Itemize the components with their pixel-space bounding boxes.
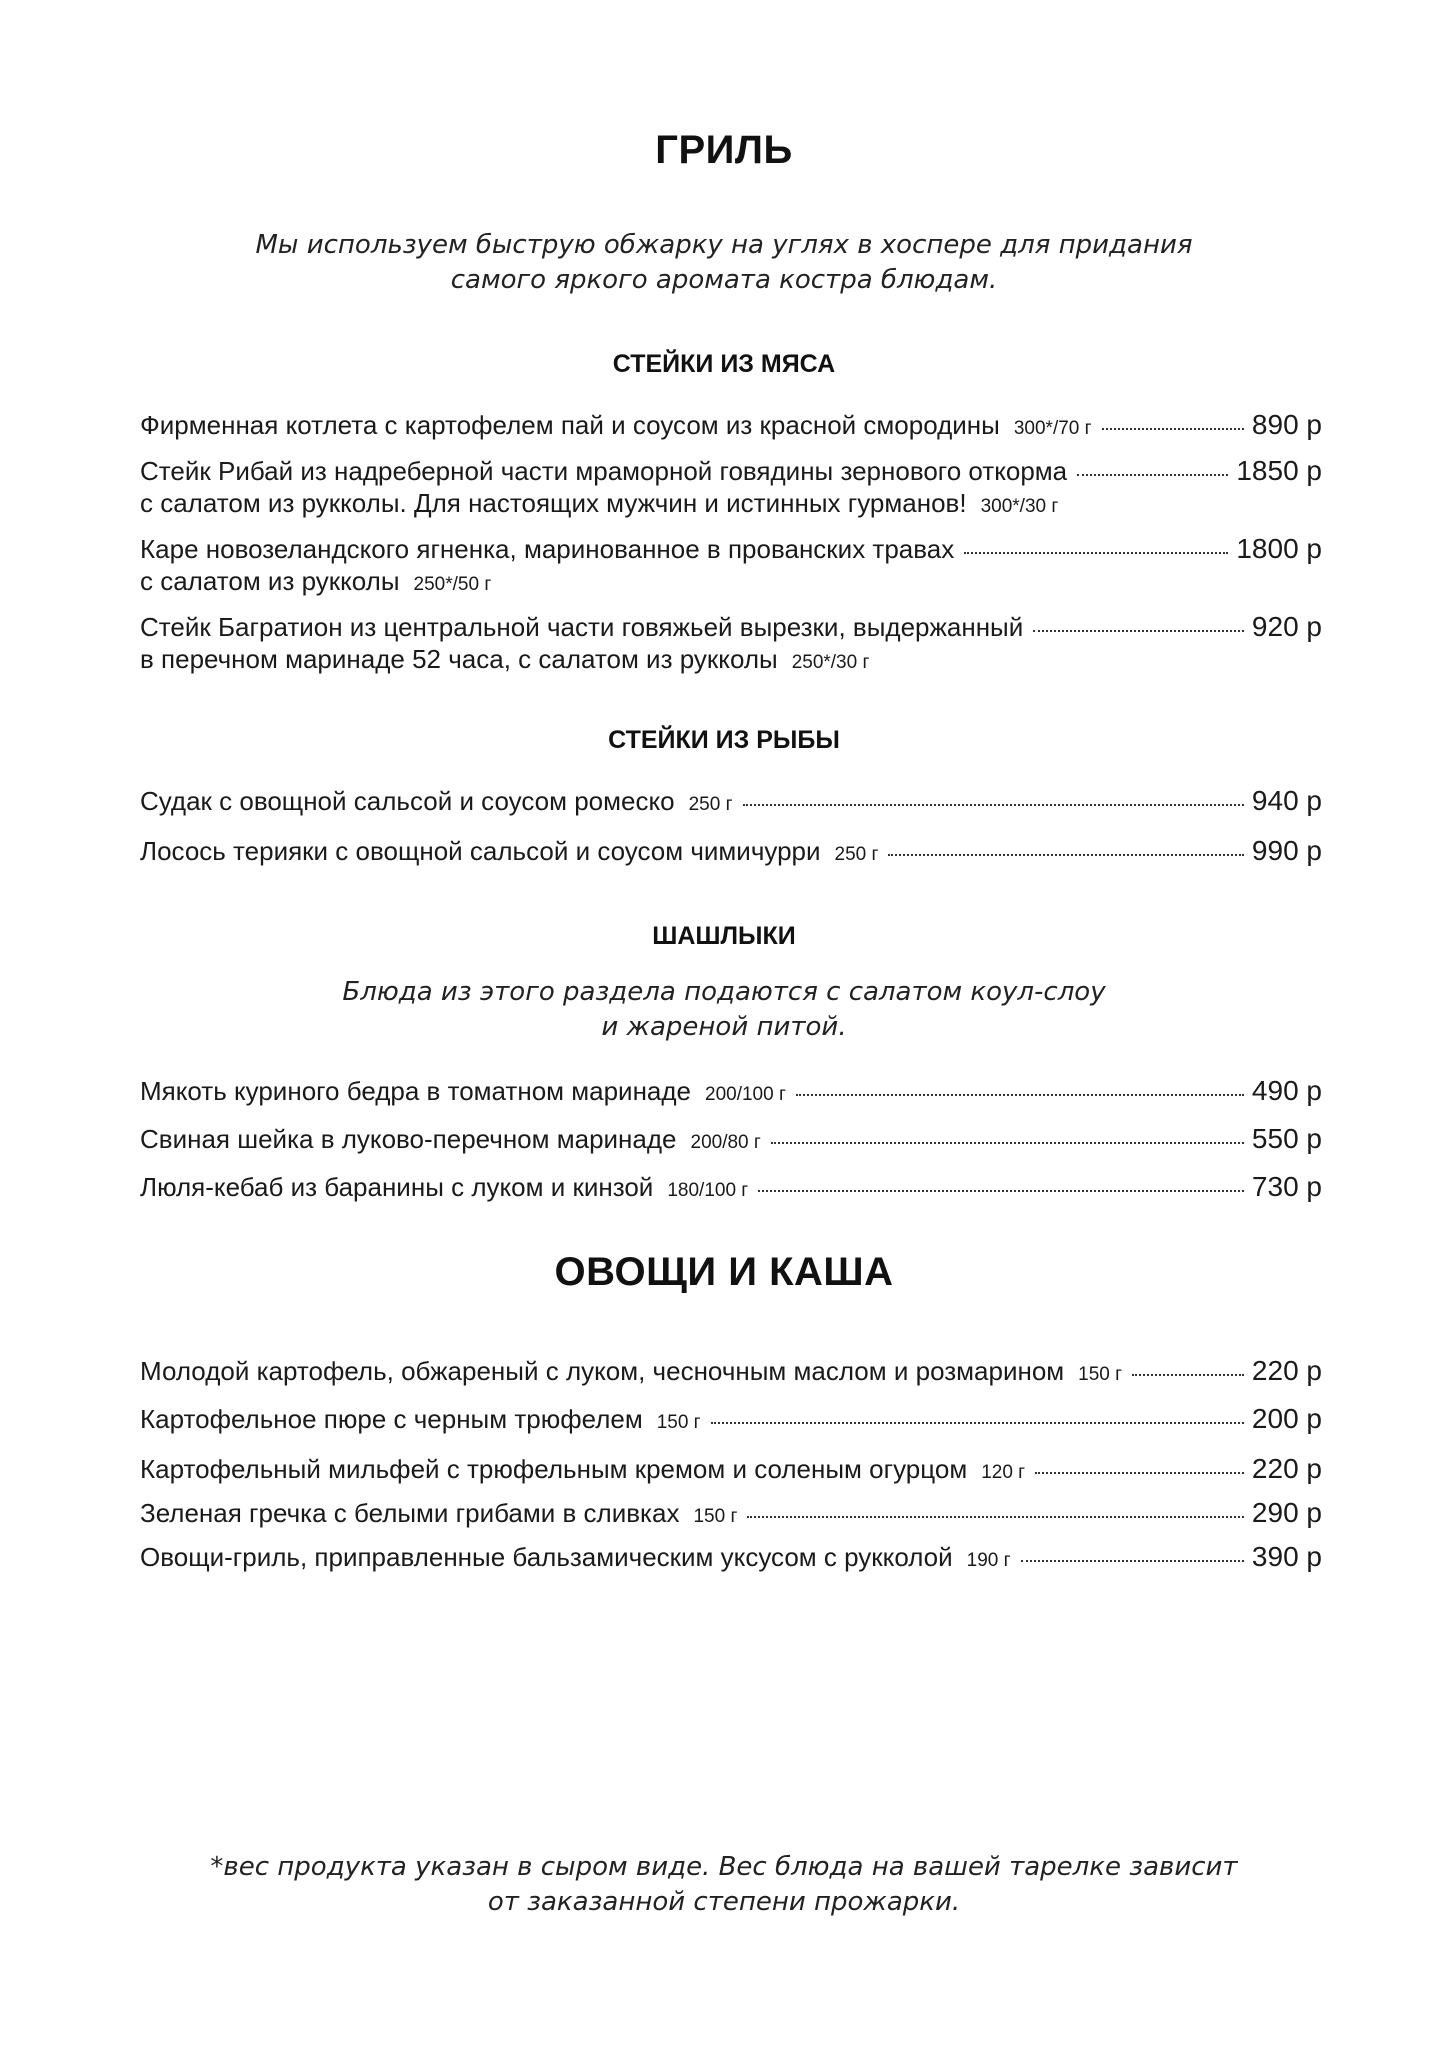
item-weight: 250 г xyxy=(834,844,879,865)
menu-item xyxy=(140,834,1322,867)
footnote-line: *вес продукта указан в сыром виде. Вес блюда на вашей тарелке зависит xyxy=(210,1852,1238,1882)
item-weight: 150 г xyxy=(1078,1364,1123,1385)
item-name: Стейк Багратион из центральной части говяжьей вырезки, выдержанный xyxy=(140,612,1024,642)
dot-leader xyxy=(1035,1472,1244,1474)
menu-item xyxy=(140,1170,1322,1203)
dot-leader xyxy=(1132,1374,1244,1376)
item-price: 220 р xyxy=(1251,1355,1322,1386)
item-weight: 250*/30 г xyxy=(791,652,870,673)
menu-item xyxy=(140,1074,1322,1107)
item-weight: 300*/30 г xyxy=(980,496,1059,517)
shashlik-intro xyxy=(0,975,1448,1045)
item-name: Зеленая гречка с белыми грибами в сливках xyxy=(140,1498,680,1528)
menu-item xyxy=(140,1496,1322,1529)
menu-item xyxy=(140,1354,1322,1387)
grill-intro-line: самого яркого аромата костра блюдам. xyxy=(450,265,998,295)
item-weight: 200/80 г xyxy=(690,1132,761,1153)
item-name: Каре новозеландского ягненка, маринованное в прованских травах xyxy=(140,534,955,564)
dot-leader xyxy=(796,1094,1244,1096)
grill-intro xyxy=(0,228,1448,298)
item-weight: 190 г xyxy=(966,1550,1011,1571)
item-price: 890 р xyxy=(1251,409,1322,440)
item-price: 940 р xyxy=(1251,785,1322,816)
dot-leader xyxy=(743,804,1244,806)
shashlik-intro-line: и жареной питой. xyxy=(601,1012,847,1042)
menu-item xyxy=(140,610,1322,676)
item-name: Картофельный мильфей с трюфельным кремом и соленым огурцом xyxy=(140,1454,968,1484)
footnote-line: от заказанной степени прожарки. xyxy=(487,1887,961,1917)
subsection-title-meat-steaks: СТЕЙКИ ИЗ МЯСА xyxy=(612,350,836,378)
item-weight: 120 г xyxy=(981,1462,1026,1483)
item-price: 200 р xyxy=(1251,1403,1322,1434)
item-price: 490 р xyxy=(1251,1075,1322,1106)
item-price: 290 р xyxy=(1251,1497,1322,1528)
section-title-grill: ГРИЛЬ xyxy=(655,128,793,172)
dot-leader xyxy=(1102,428,1244,430)
item-price: 920 р xyxy=(1251,611,1322,642)
subsection-title-fish-steaks: СТЕЙКИ ИЗ РЫБЫ xyxy=(608,726,840,754)
dot-leader xyxy=(1021,1560,1244,1562)
menu-item xyxy=(140,1402,1322,1435)
item-name: Овощи-гриль, приправленные бальзамическим уксусом с рукколой xyxy=(140,1542,953,1572)
menu-item xyxy=(140,532,1322,598)
item-weight: 250 г xyxy=(688,794,733,815)
dot-leader xyxy=(888,854,1243,856)
item-weight: 180/100 г xyxy=(667,1180,749,1201)
item-name-line2: с салатом из рукколы. Для настоящих мужчин и истинных гурманов! xyxy=(140,488,967,518)
menu-item xyxy=(140,454,1322,520)
shashlik-intro-line: Блюда из этого раздела подаются с салатом коул-слоу xyxy=(342,977,1106,1007)
item-name: Молодой картофель, обжареный с луком, чесночным маслом и розмарином xyxy=(140,1356,1065,1386)
item-weight: 250*/50 г xyxy=(413,574,492,595)
item-price: 220 р xyxy=(1251,1453,1322,1484)
item-name: Стейк Рибай из надреберной части мраморной говядины зернового откорма xyxy=(140,456,1068,486)
grill-intro-line: Мы используем быструю обжарку на углях в хоспере для придания xyxy=(255,230,1193,260)
item-name-line2: с салатом из рукколы xyxy=(140,566,400,596)
item-weight: 200/100 г xyxy=(705,1084,786,1105)
item-price: 550 р xyxy=(1251,1123,1322,1154)
item-price: 730 р xyxy=(1251,1171,1322,1202)
subsection-title-shashlik: ШАШЛЫКИ xyxy=(652,922,796,950)
menu-item xyxy=(140,1540,1322,1573)
item-name: Фирменная котлета с картофелем пай и соусом из красной смородины xyxy=(140,410,1000,440)
item-weight: 150 г xyxy=(693,1506,738,1527)
menu-item xyxy=(140,408,1322,441)
dot-leader xyxy=(771,1142,1244,1144)
item-name-line2: в перечном маринаде 52 часа, с салатом из рукколы xyxy=(140,644,778,674)
item-weight: 300*/70 г xyxy=(1013,418,1092,439)
section-title-vegetables: ОВОЩИ И КАША xyxy=(554,1250,894,1294)
item-name: Картофельное пюре с черным трюфелем xyxy=(140,1404,643,1434)
item-name: Судак с овощной сальсой и соусом ромеско xyxy=(140,786,675,816)
dot-leader xyxy=(758,1190,1244,1192)
item-name: Люля-кебаб из баранины с луком и кинзой xyxy=(140,1172,654,1202)
footnote xyxy=(0,1850,1448,1920)
dot-leader xyxy=(1033,630,1244,632)
menu-item xyxy=(140,1122,1322,1155)
item-price: 1800 р xyxy=(1236,533,1322,564)
item-name: Лосось терияки с овощной сальсой и соусом чимичурри xyxy=(140,836,821,866)
item-price: 990 р xyxy=(1251,835,1322,866)
menu-item xyxy=(140,1452,1322,1485)
dot-leader xyxy=(1077,474,1228,476)
dot-leader xyxy=(964,552,1228,554)
item-name: Свиная шейка в луково-перечном маринаде xyxy=(140,1124,677,1154)
dot-leader xyxy=(711,1422,1244,1424)
item-price: 390 р xyxy=(1251,1541,1322,1572)
item-name: Мякоть куриного бедра в томатном маринаде xyxy=(140,1076,692,1106)
dot-leader xyxy=(747,1516,1244,1518)
item-price: 1850 р xyxy=(1236,455,1322,486)
item-weight: 150 г xyxy=(656,1412,701,1433)
menu-item xyxy=(140,784,1322,817)
